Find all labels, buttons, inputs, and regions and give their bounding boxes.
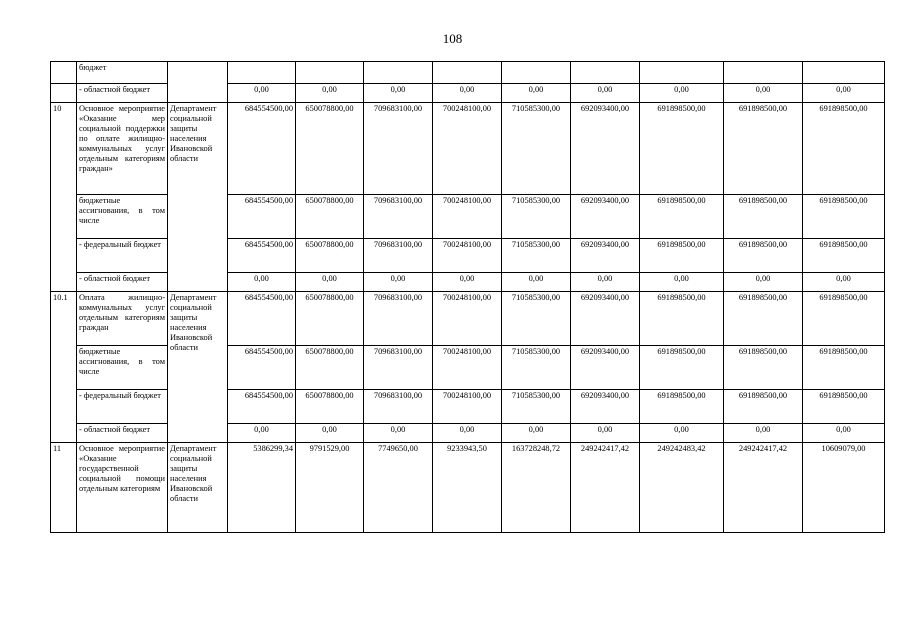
table-row [51,62,885,84]
value-cell: 249242417,42 [724,443,803,533]
value-cell: 0,00 [803,424,885,443]
value-cell: 0,00 [803,84,885,103]
row-label-cell: - федеральный бюджет [77,390,168,424]
value-cell [502,62,571,84]
executor-cell [168,62,228,103]
table-row [51,103,885,195]
row-number-cell [51,84,77,103]
value-cell: 7749650,00 [364,443,433,533]
value-cell: 0,00 [296,273,364,292]
value-cell: 684554500,00 [228,292,296,346]
value-cell: 0,00 [640,84,724,103]
value-cell: 0,00 [803,273,885,292]
value-cell [433,62,502,84]
value-cell: 691898500,00 [724,346,803,390]
value-cell: 691898500,00 [640,239,724,273]
value-cell: 0,00 [502,273,571,292]
value-cell: 700248100,00 [433,103,502,195]
value-cell: 0,00 [571,84,640,103]
value-cell [364,62,433,84]
item-name-cell: Оплата жилищно-коммунальных услуг отдельным категориям граждан [77,292,168,346]
value-cell: 0,00 [571,273,640,292]
row-label-cell: - федеральный бюджет [77,239,168,273]
value-cell: 691898500,00 [640,292,724,346]
value-cell: 700248100,00 [433,239,502,273]
value-cell [640,62,724,84]
page-number: 108 [442,31,463,46]
value-cell: 692093400,00 [571,390,640,424]
value-cell: 692093400,00 [571,346,640,390]
executor-cell: Департамент социальной защиты населения Ивановской области [168,103,228,292]
value-cell: 684554500,00 [228,195,296,239]
value-cell: 691898500,00 [724,292,803,346]
value-cell: 0,00 [228,273,296,292]
value-cell: 700248100,00 [433,292,502,346]
value-cell: 684554500,00 [228,239,296,273]
budget-table [50,61,885,533]
value-cell: 0,00 [433,424,502,443]
value-cell: 0,00 [724,84,803,103]
value-cell: 692093400,00 [571,292,640,346]
executor-cell: Департамент социальной защиты населения Ивановской области [168,443,228,533]
value-cell: 9791529,00 [296,443,364,533]
value-cell: 0,00 [364,84,433,103]
value-cell: 692093400,00 [571,103,640,195]
value-cell: 692093400,00 [571,239,640,273]
value-cell: 709683100,00 [364,195,433,239]
row-label-cell: - областной бюджет [77,273,168,292]
value-cell: 0,00 [296,424,364,443]
value-cell: 691898500,00 [803,195,885,239]
value-cell: 249242483,42 [640,443,724,533]
value-cell: 691898500,00 [724,390,803,424]
row-label-cell: - областной бюджет [77,424,168,443]
value-cell: 0,00 [228,424,296,443]
value-cell: 710585300,00 [502,195,571,239]
value-cell: 709683100,00 [364,103,433,195]
row-label-cell: бюджетные ассигнования, в том числе [77,195,168,239]
value-cell [571,62,640,84]
value-cell: 709683100,00 [364,239,433,273]
value-cell: 691898500,00 [803,292,885,346]
row-number-cell: 10 [51,103,77,292]
value-cell: 700248100,00 [433,390,502,424]
value-cell [724,62,803,84]
value-cell: 691898500,00 [803,239,885,273]
value-cell: 709683100,00 [364,390,433,424]
table-row [51,292,885,346]
value-cell: 691898500,00 [640,346,724,390]
value-cell: 9233943,50 [433,443,502,533]
value-cell: 0,00 [296,84,364,103]
value-cell: 0,00 [433,84,502,103]
value-cell: 691898500,00 [803,103,885,195]
value-cell: 709683100,00 [364,346,433,390]
row-number-cell: 11 [51,443,77,533]
value-cell: 0,00 [364,273,433,292]
value-cell: 0,00 [228,84,296,103]
value-cell: 710585300,00 [502,390,571,424]
value-cell: 684554500,00 [228,390,296,424]
value-cell: 700248100,00 [433,195,502,239]
value-cell: 5386299,34 [228,443,296,533]
value-cell: 691898500,00 [803,390,885,424]
value-cell: 0,00 [433,273,502,292]
value-cell: 650078800,00 [296,292,364,346]
budget-table-body [51,62,885,533]
value-cell: 0,00 [640,273,724,292]
value-cell: 691898500,00 [724,239,803,273]
value-cell: 710585300,00 [502,346,571,390]
value-cell: 710585300,00 [502,292,571,346]
value-cell [296,62,364,84]
value-cell: 684554500,00 [228,346,296,390]
value-cell: 691898500,00 [640,103,724,195]
value-cell: 163728248,72 [502,443,571,533]
value-cell: 0,00 [502,424,571,443]
row-number-cell: 10.1 [51,292,77,443]
value-cell: 650078800,00 [296,103,364,195]
executor-cell: Департамент социальной защиты населения Ивановской области [168,292,228,443]
row-label-cell: - областной бюджет [77,84,168,103]
value-cell: 709683100,00 [364,292,433,346]
item-name-cell: Основное мероприятие «Оказание государственной социальной помощи отдельным категориям [77,443,168,533]
value-cell: 692093400,00 [571,195,640,239]
value-cell: 650078800,00 [296,195,364,239]
value-cell: 650078800,00 [296,346,364,390]
value-cell: 710585300,00 [502,239,571,273]
value-cell: 0,00 [364,424,433,443]
value-cell: 691898500,00 [724,103,803,195]
value-cell: 691898500,00 [724,195,803,239]
row-label-cell: бюджетные ассигнования, в том числе [77,346,168,390]
value-cell: 684554500,00 [228,103,296,195]
value-cell: 0,00 [640,424,724,443]
value-cell: 691898500,00 [803,346,885,390]
table-row [51,443,885,533]
value-cell: 691898500,00 [640,390,724,424]
value-cell: 650078800,00 [296,390,364,424]
value-cell: 0,00 [724,424,803,443]
value-cell: 691898500,00 [640,195,724,239]
value-cell [228,62,296,84]
row-number-cell [51,62,77,84]
value-cell: 0,00 [571,424,640,443]
value-cell: 249242417,42 [571,443,640,533]
value-cell: 650078800,00 [296,239,364,273]
row-label-cell: бюджет [77,62,168,84]
value-cell: 710585300,00 [502,103,571,195]
value-cell: 10609079,00 [803,443,885,533]
value-cell [803,62,885,84]
value-cell: 0,00 [724,273,803,292]
value-cell: 0,00 [502,84,571,103]
value-cell: 700248100,00 [433,346,502,390]
item-name-cell: Основное мероприятие «Оказание мер социальной поддержки по оплате жилищно-коммунальных услуг отдельным категориям граждан» [77,103,168,195]
